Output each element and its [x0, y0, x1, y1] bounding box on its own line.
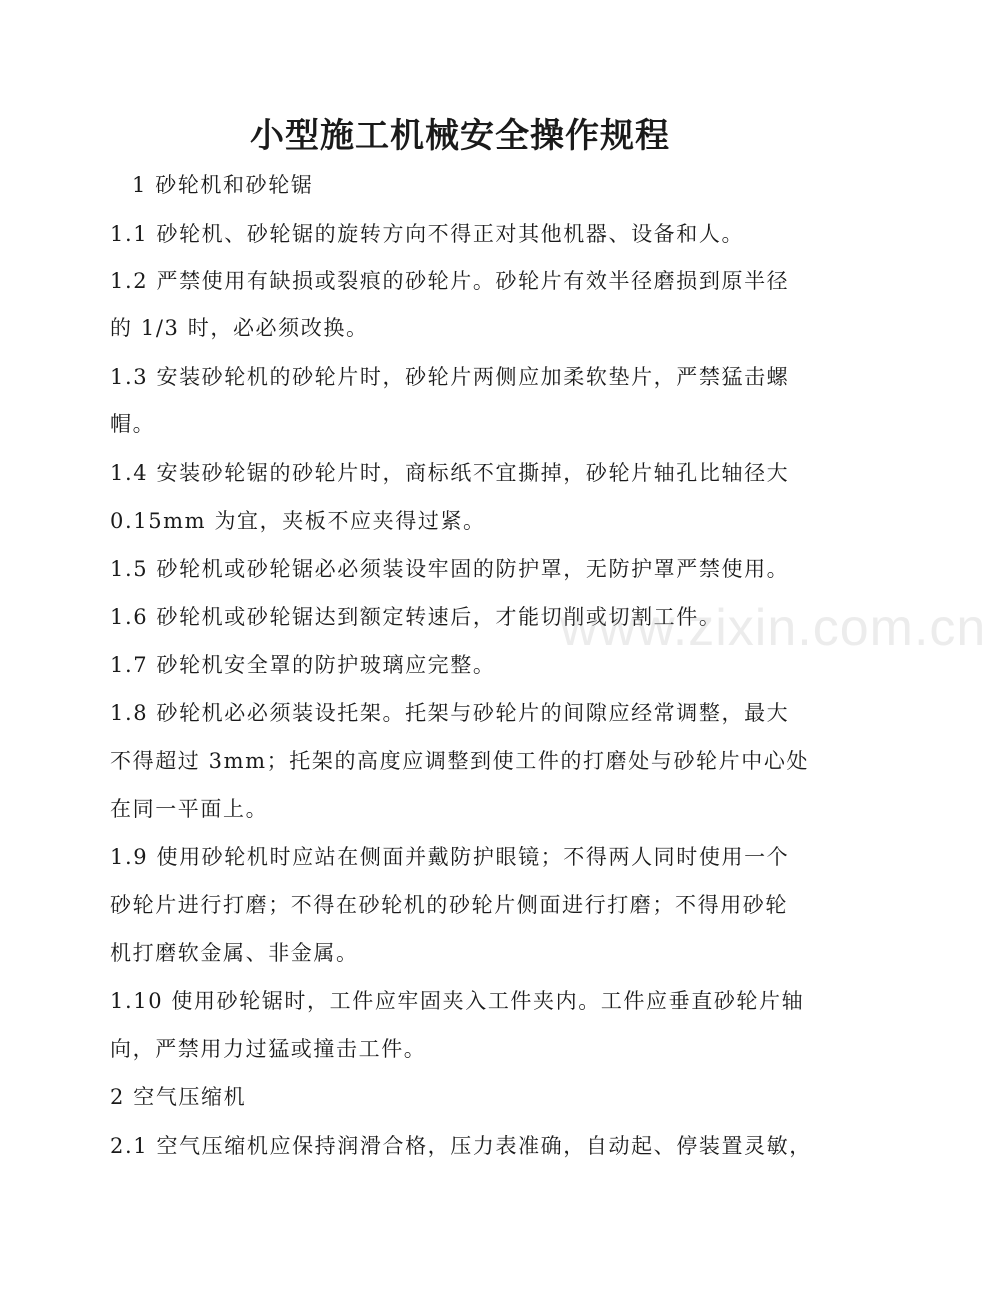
paragraph-line: 1.4 安装砂轮锯的砂轮片时，商标纸不宜撕掉，砂轮片轴孔比轴径大	[110, 461, 790, 485]
paragraph-line: 砂轮片进行打磨；不得在砂轮机的砂轮片侧面进行打磨；不得用砂轮	[110, 893, 788, 917]
paragraph-line: 1.6 砂轮机或砂轮锯达到额定转速后，才能切削或切割工件。	[110, 605, 722, 629]
paragraph-line: 不得超过 3mm；托架的高度应调整到使工件的打磨处与砂轮片中心处	[110, 749, 810, 773]
section-heading-2: 2 空气压缩机	[110, 1085, 247, 1109]
paragraph-line: 的 1/3 时，必必须改换。	[110, 316, 369, 340]
paragraph-line: 机打磨软金属、非金属。	[110, 941, 359, 965]
paragraph-line: 1.5 砂轮机或砂轮锯必必须装设牢固的防护罩，无防护罩严禁使用。	[110, 557, 790, 581]
paragraph-line: 2.1 空气压缩机应保持润滑合格，压力表准确，自动起、停装置灵敏，	[110, 1134, 812, 1158]
paragraph-line: 1.7 砂轮机安全罩的防护玻璃应完整。	[110, 653, 496, 677]
section-heading-1: 1 砂轮机和砂轮锯	[132, 173, 314, 197]
watermark-text: www.zixin.com.cn	[560, 599, 986, 657]
paragraph-line: 1.1 砂轮机、砂轮锯的旋转方向不得正对其他机器、设备和人。	[110, 222, 745, 246]
paragraph-line: 1.2 严禁使用有缺损或裂痕的砂轮片。砂轮片有效半径磨损到原半径	[110, 269, 790, 293]
paragraph-line: 0.15mm 为宜，夹板不应夹得过紧。	[110, 509, 486, 533]
paragraph-line: 向，严禁用力过猛或撞击工件。	[110, 1037, 427, 1061]
paragraph-line: 1.8 砂轮机必必须装设托架。托架与砂轮片的间隙应经常调整，最大	[110, 701, 790, 725]
paragraph-line: 1.3 安装砂轮机的砂轮片时，砂轮片两侧应加柔软垫片，严禁猛击螺	[110, 365, 790, 389]
paragraph-line: 1.9 使用砂轮机时应站在侧面并戴防护眼镜；不得两人同时使用一个	[110, 845, 790, 869]
paragraph-line: 在同一平面上。	[110, 797, 269, 821]
paragraph-line: 帽。	[110, 412, 156, 436]
document-title: 小型施工机械安全操作规程	[250, 116, 670, 156]
paragraph-line: 1.10 使用砂轮锯时，工件应牢固夹入工件夹内。工件应垂直砂轮片轴	[110, 989, 805, 1013]
